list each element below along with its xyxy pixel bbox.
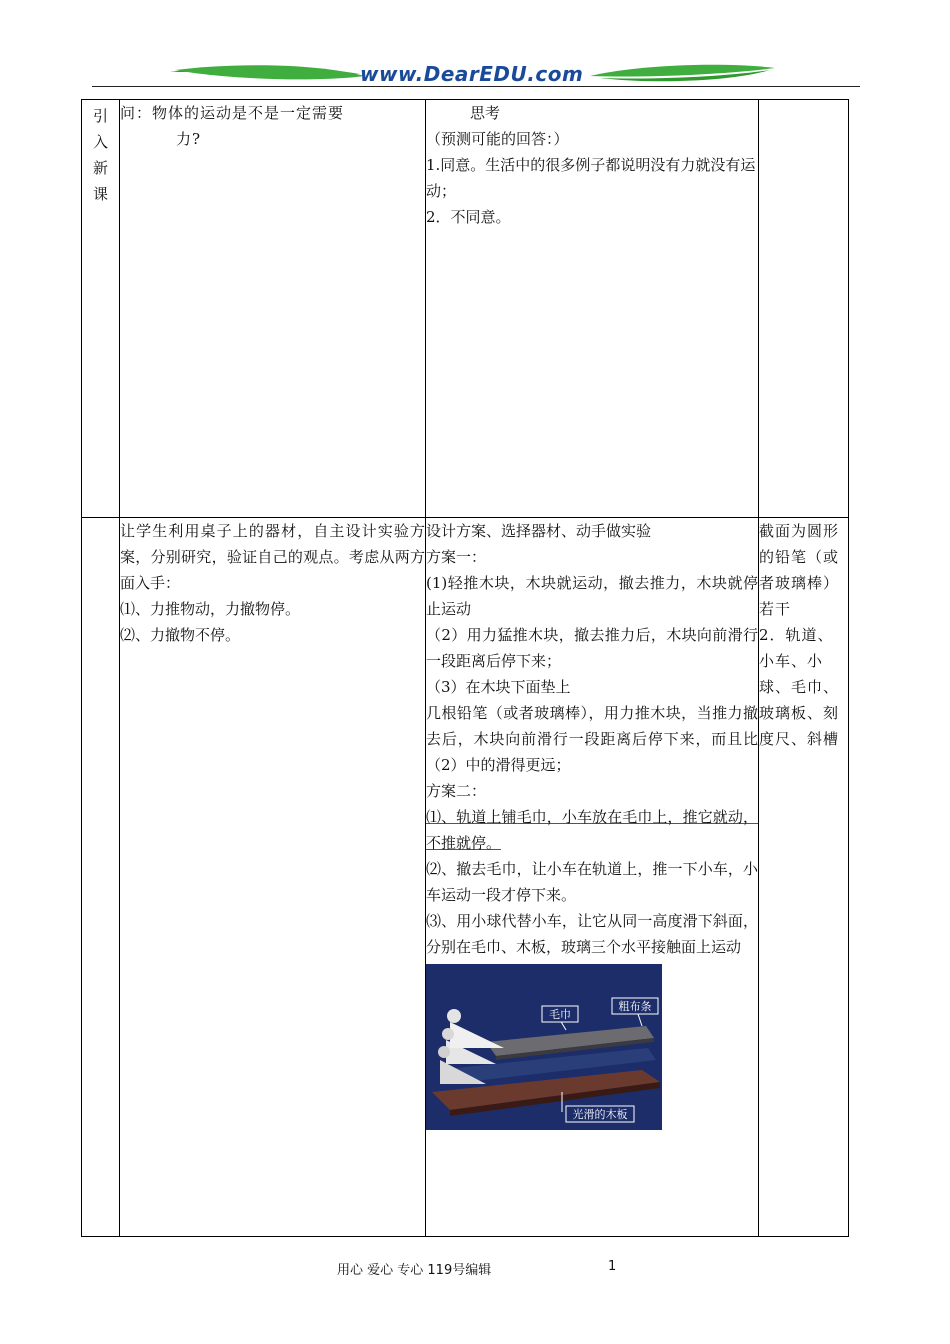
plan-one-title: 方案一： [426, 548, 487, 566]
figure-label-board: 光滑的木板 [572, 1108, 628, 1121]
teacher-instruction: 让学生利用桌子上的器材，自主设计实验方案，分别研究，验证自己的观点。考虑从两方面入手： [120, 522, 425, 592]
plan-one-step-2: （2）用力猛推木块，撤去推力后，木块向前滑行一段距离后停下来； [426, 626, 758, 670]
experiment-illustration [426, 964, 662, 1130]
experiment-figure [426, 964, 662, 1130]
figure-label-cloth: 粗布条 [618, 1000, 652, 1013]
materials-cell [759, 518, 849, 1237]
plan-one-step-3a: （3）在木块下面垫上 [426, 678, 571, 696]
plan-one-step-3b: 几根铅笔（或者玻璃棒），用力推木块，当推力撤去后，木块向前滑行一段距离后停下来，而且比（2）中的滑得更远； [426, 704, 758, 774]
section-label-empty [82, 518, 120, 1237]
lesson-table [81, 99, 849, 1237]
materials-item-2: 2．轨道、小车、小球、毛巾、玻璃板、刻度尺、斜槽 [759, 626, 840, 748]
student-think: 思考 [470, 104, 501, 122]
section-label [82, 100, 120, 518]
header-logo-text: www.DearEDU.com [360, 62, 584, 86]
plan-heading: 设计方案、选择器材、动手做实验 [426, 522, 652, 540]
materials-cell-empty [759, 100, 849, 518]
plan-two-step-2: ⑵、撤去毛巾，让小车在轨道上，推一下小车，小车运动一段才停下来。 [426, 860, 758, 904]
teacher-activity-cell [120, 518, 426, 1237]
plan-two-step-1: ⑴、轨道上铺毛巾，小车放在毛巾上，推它就动，不推就停。 [426, 808, 758, 852]
section-label-char: 新 [92, 159, 108, 177]
teacher-question-line1: 问：物体的运动是不是一定需要 [120, 104, 345, 122]
teacher-point-2: ⑵、力撤物不停。 [120, 626, 241, 644]
section-label-char: 课 [92, 185, 108, 203]
student-predict: （预测可能的回答：） [426, 130, 569, 148]
footer-text: 用心 爱心 专心 119号编辑 [337, 1263, 492, 1278]
page-number: 1 [608, 1259, 617, 1274]
student-answer-2: 2．不同意。 [426, 208, 511, 226]
teacher-activity-cell [120, 100, 426, 518]
figure-label-towel: 毛巾 [549, 1008, 571, 1021]
header-rule [92, 86, 860, 87]
student-answer-1: 1.同意。生活中的很多例子都说明没有力就没有运动； [426, 156, 756, 200]
materials-item-1: 截面为圆形的铅笔（或者玻璃棒）若干 [759, 522, 840, 618]
teacher-point-1: ⑴、力推物动，力撤物停。 [120, 600, 301, 618]
plan-two-step-3: ⑶、用小球代替小车，让它从同一高度滑下斜面，分别在毛巾、木板，玻璃三个水平接触面上运动 [426, 912, 758, 956]
teacher-question-line2: 力? [176, 130, 202, 148]
student-activity-cell [426, 518, 759, 1237]
student-activity-cell [426, 100, 759, 518]
table-row [82, 100, 849, 518]
section-label-char: 引 [92, 107, 108, 125]
plan-two-title: 方案二： [426, 782, 487, 800]
plan-one-step-1: (1)轻推木块，木块就运动，撤去推力，木块就停止运动 [426, 574, 758, 618]
table-row [82, 518, 849, 1237]
section-label-char: 入 [92, 133, 108, 151]
